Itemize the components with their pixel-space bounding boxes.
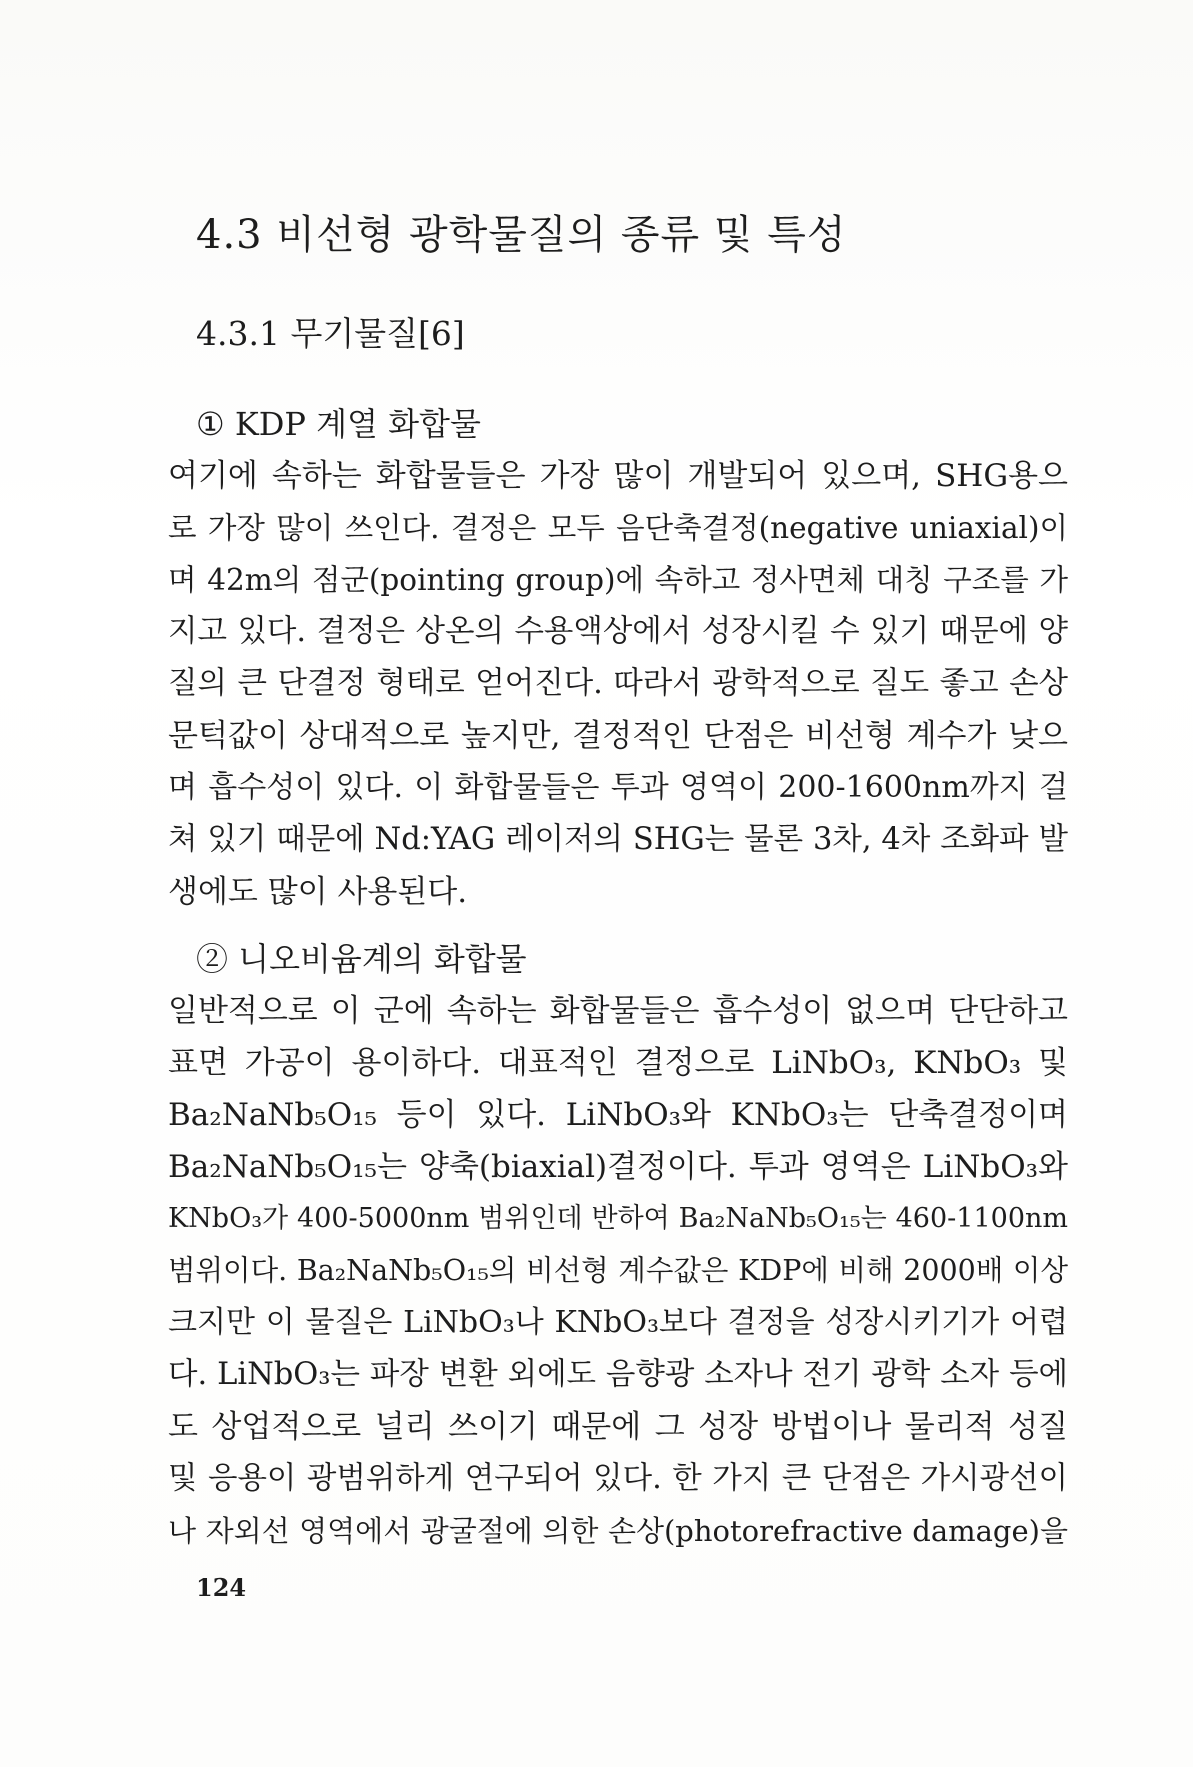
paragraph-line: 여기에 속하는 화합물들은 가장 많이 개발되어 있으며, SHG용으 (168, 458, 1068, 494)
subsection-title: 4.3.1 무기물질[6] (196, 314, 465, 353)
paragraph-line: 며 흡수성이 있다. 이 화합물들은 투과 영역이 200-1600nm까지 걸 (168, 770, 1068, 805)
paragraph-line: KNbO₃가 400-5000nm 범위인데 반하여 Ba₂NaNb₅O₁₅는 460-1100nm (168, 1203, 1068, 1234)
paragraph-line: 문턱값이 상대적으로 높지만, 결정적인 단점은 비선형 계수가 낮으 (168, 718, 1068, 754)
paragraph-line: 며 42m의 점군(pointing group)에 속하고 정사면체 대칭 구조를 가 (168, 563, 1068, 597)
paragraph-line: 질의 큰 단결정 형태로 얻어진다. 따라서 광학적으로 질도 좋고 손상 (168, 666, 1068, 701)
paragraph-line: 크지만 이 물질은 LiNbO₃나 KNbO₃보다 결정을 성장시키기가 어렵 (168, 1305, 1068, 1340)
item-niobium (168, 935, 1068, 1557)
item-heading: ① KDP 계열 화합물 (196, 405, 481, 443)
paragraph-line: 지고 있다. 결정은 상온의 수용액상에서 성장시킬 수 있기 때문에 양 (168, 614, 1068, 649)
paragraph-line: Ba₂NaNb₅O₁₅ 등이 있다. LiNbO₃와 KNbO₃는 단축결정이며 (168, 1097, 1068, 1133)
item-heading: ② 니오비윰계의 화합물 (196, 940, 527, 978)
paragraph-line: 쳐 있기 때문에 Nd:YAG 레이저의 SHG는 물론 3차, 4차 조화파 발 (168, 822, 1068, 857)
section-title: 4.3 비선형 광학물질의 종류 및 특성 (196, 212, 847, 258)
paragraph-line: 나 자외선 영역에서 광굴절에 의한 손상(photorefractive damage)을 (168, 1514, 1068, 1548)
paragraph-line: 범위이다. Ba₂NaNb₅O₁₅의 비선형 계수값은 KDP에 비해 2000배 이상 (168, 1254, 1068, 1287)
paragraph-line: 표면 가공이 용이하다. 대표적인 결정으로 LiNbO₃, KNbO₃ 및 (168, 1045, 1068, 1081)
paragraph-line: 도 상업적으로 널리 쓰이기 때문에 그 성장 방법이나 물리적 성질 (168, 1409, 1068, 1445)
paragraph-line: Ba₂NaNb₅O₁₅는 양축(biaxial)결정이다. 투과 영역은 LiNbO₃와 (168, 1149, 1068, 1185)
page-number: 124 (196, 1573, 247, 1602)
paragraph-line: 일반적으로 이 군에 속하는 화합물들은 흡수성이 없으며 단단하고 (168, 993, 1068, 1029)
paragraph (168, 450, 1068, 918)
paragraph-line: 다. LiNbO₃는 파장 변환 외에도 음향광 소자나 전기 광학 소자 등에 (168, 1357, 1068, 1392)
paragraph-line: 및 응용이 광범위하게 연구되어 있다. 한 가지 큰 단점은 가시광선이 (168, 1461, 1068, 1496)
paragraph-line: 로 가장 많이 쓰인다. 결정은 모두 음단축결정(negative uniaxial)이 (168, 511, 1068, 545)
paragraph (168, 985, 1068, 1557)
item-kdp (168, 400, 1068, 918)
paragraph-line: 생에도 많이 사용된다. (168, 874, 468, 910)
